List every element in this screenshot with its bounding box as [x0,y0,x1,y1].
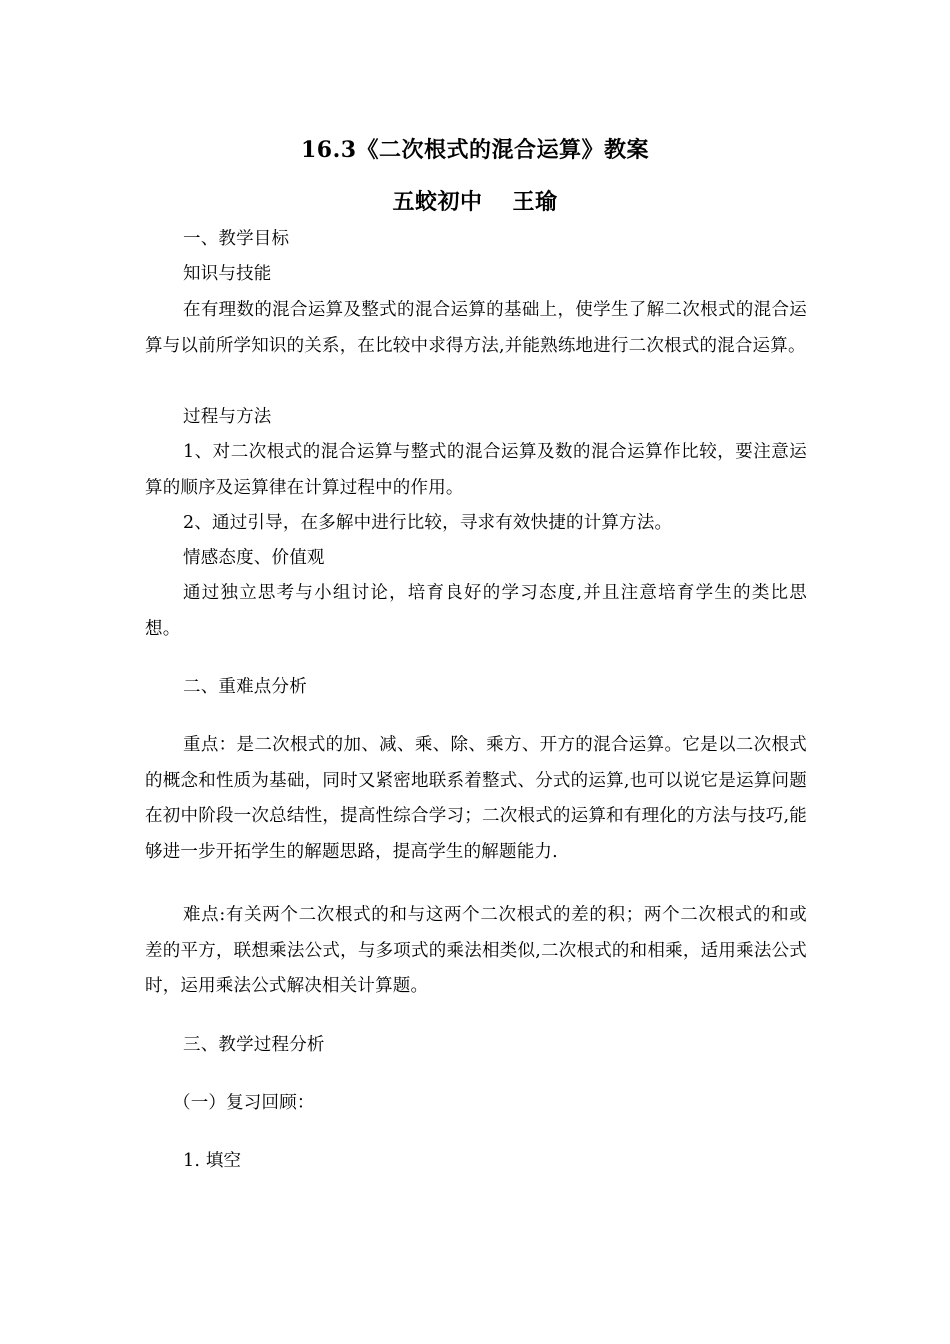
section3-heading: 三、教学过程分析 [183,1035,325,1055]
emotion-heading: 情感态度、价值观 [183,548,325,568]
author-name: 王瑜 [512,189,558,215]
author-school: 五蛟初中 [392,189,483,215]
process-heading: 过程与方法 [183,407,272,427]
emotion-paragraph: 通过独立思考与小组讨论，培育良好的学习态度,并且注意培育学生的类比思想。 [145,583,807,639]
process-item-2: 2、通过引导，在多解中进行比较，寻求有效快捷的计算方法。 [183,513,673,533]
knowledge-paragraph: 在有理数的混合运算及整式的混合运算的基础上，使学生了解二次根式的混合运算与以前所学知识的关系，在比较中求得方法,并能熟练地进行二次根式的混合运算。 [145,300,807,356]
section2-heading: 二、重难点分析 [183,677,307,697]
document-title: 16.3《二次根式的混合运算》教案 [300,137,650,163]
knowledge-heading: 知识与技能 [183,264,272,284]
difficulty-paragraph: 难点:有关两个二次根式的和与这两个二次根式的差的积；两个二次根式的和或差的平方，联想乘法公式，与多项式的乘法相类似,二次根式的和相乘，适用乘法公式时，运用乘法公式解决相关计算题。 [145,905,807,996]
fill-blank-heading: 1. 填空 [183,1151,242,1171]
section1-heading: 一、教学目标 [183,229,290,249]
document-author [0,185,950,216]
process-item-1: 1、对二次根式的混合运算与整式的混合运算及数的混合运算作比较，要注意运算的顺序及运算律在计算过程中的作用。 [145,442,807,498]
review-heading: （一）复习回顾： [173,1093,315,1113]
key-point-paragraph: 重点：是二次根式的加、减、乘、除、乘方、开方的混合运算。它是以二次根式的概念和性质为基础，同时又紧密地联系着整式、分式的运算,也可以说它是运算问题在初中阶段一次总结性，提高性综合学习；二次根式的运算和有理化的方法与技巧,能够进一步开拓学生的解题思路，提高学生的解题能力. [145,735,807,862]
